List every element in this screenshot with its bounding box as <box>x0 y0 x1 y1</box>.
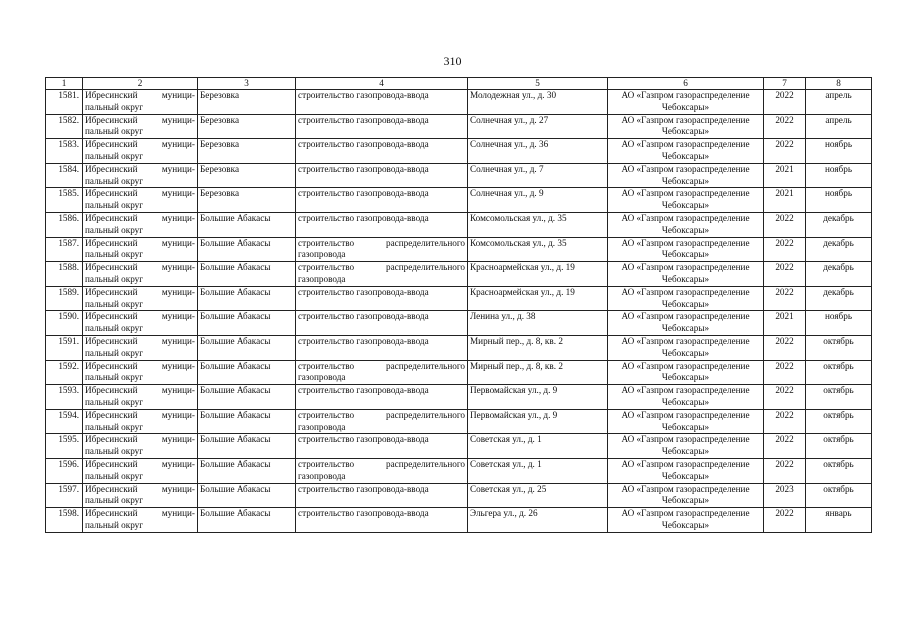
year-cell: 2022 <box>764 385 806 410</box>
settlement-cell: Большие Абакасы <box>198 483 296 508</box>
column-header: 4 <box>296 78 468 90</box>
row-number-cell: 1592. <box>46 360 83 385</box>
column-header: 1 <box>46 78 83 90</box>
month-cell: январь <box>806 508 872 533</box>
table-row <box>46 335 872 360</box>
row-number-cell: 1583. <box>46 139 83 164</box>
row-number-cell: 1594. <box>46 409 83 434</box>
table-row <box>46 90 872 115</box>
work-type-cell: строительство газопровода-ввода <box>296 335 468 360</box>
column-number-row <box>46 78 872 90</box>
address-cell: Красноармейская ул., д. 19 <box>468 286 608 311</box>
work-type-cell: строительство газопровода-ввода <box>296 212 468 237</box>
organization-cell: АО «Газпром газораспределение Чебоксары» <box>608 212 764 237</box>
column-header: 2 <box>83 78 198 90</box>
work-type-cell: строительство распределительного газопровода <box>296 262 468 287</box>
district-cell: Ибресинский муници-пальный округ <box>83 163 198 188</box>
table-row <box>46 139 872 164</box>
year-cell: 2022 <box>764 237 806 262</box>
table-row <box>46 163 872 188</box>
row-number-cell: 1581. <box>46 90 83 115</box>
settlement-cell: Большие Абакасы <box>198 237 296 262</box>
row-number-cell: 1586. <box>46 212 83 237</box>
address-cell: Эльгера ул., д. 26 <box>468 508 608 533</box>
address-cell: Советская ул., д. 1 <box>468 434 608 459</box>
year-cell: 2022 <box>764 434 806 459</box>
settlement-cell: Большие Абакасы <box>198 286 296 311</box>
settlement-cell: Большие Абакасы <box>198 508 296 533</box>
district-cell: Ибресинский муници-пальный округ <box>83 508 198 533</box>
district-cell: Ибресинский муници-пальный округ <box>83 139 198 164</box>
organization-cell: АО «Газпром газораспределение Чебоксары» <box>608 409 764 434</box>
work-type-cell: строительство газопровода-ввода <box>296 163 468 188</box>
table-row <box>46 385 872 410</box>
year-cell: 2021 <box>764 163 806 188</box>
settlement-cell: Большие Абакасы <box>198 335 296 360</box>
year-cell: 2023 <box>764 483 806 508</box>
month-cell: апрель <box>806 114 872 139</box>
work-type-cell: строительство распределительного газопровода <box>296 360 468 385</box>
address-cell: Молодежная ул., д. 30 <box>468 90 608 115</box>
work-type-cell: строительство газопровода-ввода <box>296 90 468 115</box>
year-cell: 2022 <box>764 212 806 237</box>
organization-cell: АО «Газпром газораспределение Чебоксары» <box>608 139 764 164</box>
month-cell: декабрь <box>806 286 872 311</box>
row-number-cell: 1590. <box>46 311 83 336</box>
address-cell: Солнечная ул., д. 9 <box>468 188 608 213</box>
settlement-cell: Березовка <box>198 90 296 115</box>
settlement-cell: Березовка <box>198 188 296 213</box>
address-cell: Первомайская ул., д. 9 <box>468 409 608 434</box>
organization-cell: АО «Газпром газораспределение Чебоксары» <box>608 483 764 508</box>
row-number-cell: 1589. <box>46 286 83 311</box>
settlement-cell: Большие Абакасы <box>198 311 296 336</box>
settlement-cell: Большие Абакасы <box>198 262 296 287</box>
year-cell: 2022 <box>764 360 806 385</box>
settlement-cell: Большие Абакасы <box>198 434 296 459</box>
row-number-cell: 1588. <box>46 262 83 287</box>
settlement-cell: Большие Абакасы <box>198 385 296 410</box>
month-cell: декабрь <box>806 212 872 237</box>
month-cell: ноябрь <box>806 139 872 164</box>
settlement-cell: Большие Абакасы <box>198 212 296 237</box>
table-row <box>46 409 872 434</box>
column-header: 8 <box>806 78 872 90</box>
year-cell: 2022 <box>764 508 806 533</box>
table-row <box>46 188 872 213</box>
district-cell: Ибресинский муници-пальный округ <box>83 409 198 434</box>
month-cell: октябрь <box>806 335 872 360</box>
row-number-cell: 1597. <box>46 483 83 508</box>
district-cell: Ибресинский муници-пальный округ <box>83 188 198 213</box>
organization-cell: АО «Газпром газораспределение Чебоксары» <box>608 458 764 483</box>
organization-cell: АО «Газпром газораспределение Чебоксары» <box>608 237 764 262</box>
district-cell: Ибресинский муници-пальный округ <box>83 114 198 139</box>
work-type-cell: строительство газопровода-ввода <box>296 434 468 459</box>
address-cell: Комсомольская ул., д. 35 <box>468 212 608 237</box>
organization-cell: АО «Газпром газораспределение Чебоксары» <box>608 286 764 311</box>
year-cell: 2022 <box>764 262 806 287</box>
row-number-cell: 1591. <box>46 335 83 360</box>
year-cell: 2022 <box>764 90 806 115</box>
column-header: 7 <box>764 78 806 90</box>
year-cell: 2022 <box>764 335 806 360</box>
year-cell: 2022 <box>764 139 806 164</box>
row-number-cell: 1596. <box>46 458 83 483</box>
row-number-cell: 1584. <box>46 163 83 188</box>
district-cell: Ибресинский муници-пальный округ <box>83 212 198 237</box>
year-cell: 2022 <box>764 409 806 434</box>
organization-cell: АО «Газпром газораспределение Чебоксары» <box>608 188 764 213</box>
settlement-cell: Березовка <box>198 163 296 188</box>
work-type-cell: строительство газопровода-ввода <box>296 139 468 164</box>
district-cell: Ибресинский муници-пальный округ <box>83 335 198 360</box>
district-cell: Ибресинский муници-пальный округ <box>83 434 198 459</box>
month-cell: ноябрь <box>806 163 872 188</box>
district-cell: Ибресинский муници-пальный округ <box>83 360 198 385</box>
work-type-cell: строительство газопровода-ввода <box>296 483 468 508</box>
table-row <box>46 434 872 459</box>
address-cell: Мирный пер., д. 8, кв. 2 <box>468 335 608 360</box>
district-cell: Ибресинский муници-пальный округ <box>83 385 198 410</box>
organization-cell: АО «Газпром газораспределение Чебоксары» <box>608 385 764 410</box>
table-body <box>46 90 872 533</box>
district-cell: Ибресинский муници-пальный округ <box>83 311 198 336</box>
organization-cell: АО «Газпром газораспределение Чебоксары» <box>608 360 764 385</box>
table-row <box>46 286 872 311</box>
address-cell: Ленина ул., д. 38 <box>468 311 608 336</box>
organization-cell: АО «Газпром газораспределение Чебоксары» <box>608 434 764 459</box>
year-cell: 2022 <box>764 286 806 311</box>
settlement-cell: Большие Абакасы <box>198 360 296 385</box>
month-cell: октябрь <box>806 458 872 483</box>
gasification-table <box>45 77 872 533</box>
address-cell: Солнечная ул., д. 27 <box>468 114 608 139</box>
table-row <box>46 114 872 139</box>
page-number: 310 <box>443 54 462 68</box>
year-cell: 2022 <box>764 114 806 139</box>
work-type-cell: строительство распределительного газопровода <box>296 458 468 483</box>
column-header: 6 <box>608 78 764 90</box>
address-cell: Мирный пер., д. 8, кв. 2 <box>468 360 608 385</box>
organization-cell: АО «Газпром газораспределение Чебоксары» <box>608 90 764 115</box>
month-cell: октябрь <box>806 434 872 459</box>
organization-cell: АО «Газпром газораспределение Чебоксары» <box>608 311 764 336</box>
month-cell: апрель <box>806 90 872 115</box>
district-cell: Ибресинский муници-пальный округ <box>83 483 198 508</box>
settlement-cell: Березовка <box>198 114 296 139</box>
work-type-cell: строительство газопровода-ввода <box>296 188 468 213</box>
table-row <box>46 508 872 533</box>
work-type-cell: строительство распределительного газопровода <box>296 237 468 262</box>
address-cell: Советская ул., д. 1 <box>468 458 608 483</box>
work-type-cell: строительство газопровода-ввода <box>296 385 468 410</box>
row-number-cell: 1585. <box>46 188 83 213</box>
district-cell: Ибресинский муници-пальный округ <box>83 458 198 483</box>
organization-cell: АО «Газпром газораспределение Чебоксары» <box>608 262 764 287</box>
column-header: 3 <box>198 78 296 90</box>
district-cell: Ибресинский муници-пальный округ <box>83 90 198 115</box>
row-number-cell: 1595. <box>46 434 83 459</box>
organization-cell: АО «Газпром газораспределение Чебоксары» <box>608 508 764 533</box>
organization-cell: АО «Газпром газораспределение Чебоксары» <box>608 114 764 139</box>
district-cell: Ибресинский муници-пальный округ <box>83 262 198 287</box>
month-cell: октябрь <box>806 385 872 410</box>
work-type-cell: строительство газопровода-ввода <box>296 286 468 311</box>
table-row <box>46 212 872 237</box>
organization-cell: АО «Газпром газораспределение Чебоксары» <box>608 335 764 360</box>
settlement-cell: Березовка <box>198 139 296 164</box>
address-cell: Советская ул., д. 25 <box>468 483 608 508</box>
organization-cell: АО «Газпром газораспределение Чебоксары» <box>608 163 764 188</box>
table-row <box>46 483 872 508</box>
row-number-cell: 1598. <box>46 508 83 533</box>
month-cell: октябрь <box>806 409 872 434</box>
address-cell: Красноармейская ул., д. 19 <box>468 262 608 287</box>
table-row <box>46 360 872 385</box>
settlement-cell: Большие Абакасы <box>198 458 296 483</box>
address-cell: Солнечная ул., д. 36 <box>468 139 608 164</box>
month-cell: декабрь <box>806 262 872 287</box>
year-cell: 2021 <box>764 188 806 213</box>
month-cell: ноябрь <box>806 188 872 213</box>
address-cell: Первомайская ул., д. 9 <box>468 385 608 410</box>
work-type-cell: строительство распределительного газопровода <box>296 409 468 434</box>
month-cell: декабрь <box>806 237 872 262</box>
work-type-cell: строительство газопровода-ввода <box>296 508 468 533</box>
month-cell: ноябрь <box>806 311 872 336</box>
settlement-cell: Большие Абакасы <box>198 409 296 434</box>
column-header: 5 <box>468 78 608 90</box>
table-row <box>46 237 872 262</box>
table-row <box>46 311 872 336</box>
row-number-cell: 1593. <box>46 385 83 410</box>
year-cell: 2022 <box>764 458 806 483</box>
district-cell: Ибресинский муници-пальный округ <box>83 286 198 311</box>
table-row <box>46 458 872 483</box>
month-cell: октябрь <box>806 360 872 385</box>
work-type-cell: строительство газопровода-ввода <box>296 114 468 139</box>
address-cell: Комсомольская ул., д. 35 <box>468 237 608 262</box>
row-number-cell: 1587. <box>46 237 83 262</box>
row-number-cell: 1582. <box>46 114 83 139</box>
work-type-cell: строительство газопровода-ввода <box>296 311 468 336</box>
district-cell: Ибресинский муници-пальный округ <box>83 237 198 262</box>
year-cell: 2021 <box>764 311 806 336</box>
month-cell: октябрь <box>806 483 872 508</box>
table-row <box>46 262 872 287</box>
address-cell: Солнечная ул., д. 7 <box>468 163 608 188</box>
